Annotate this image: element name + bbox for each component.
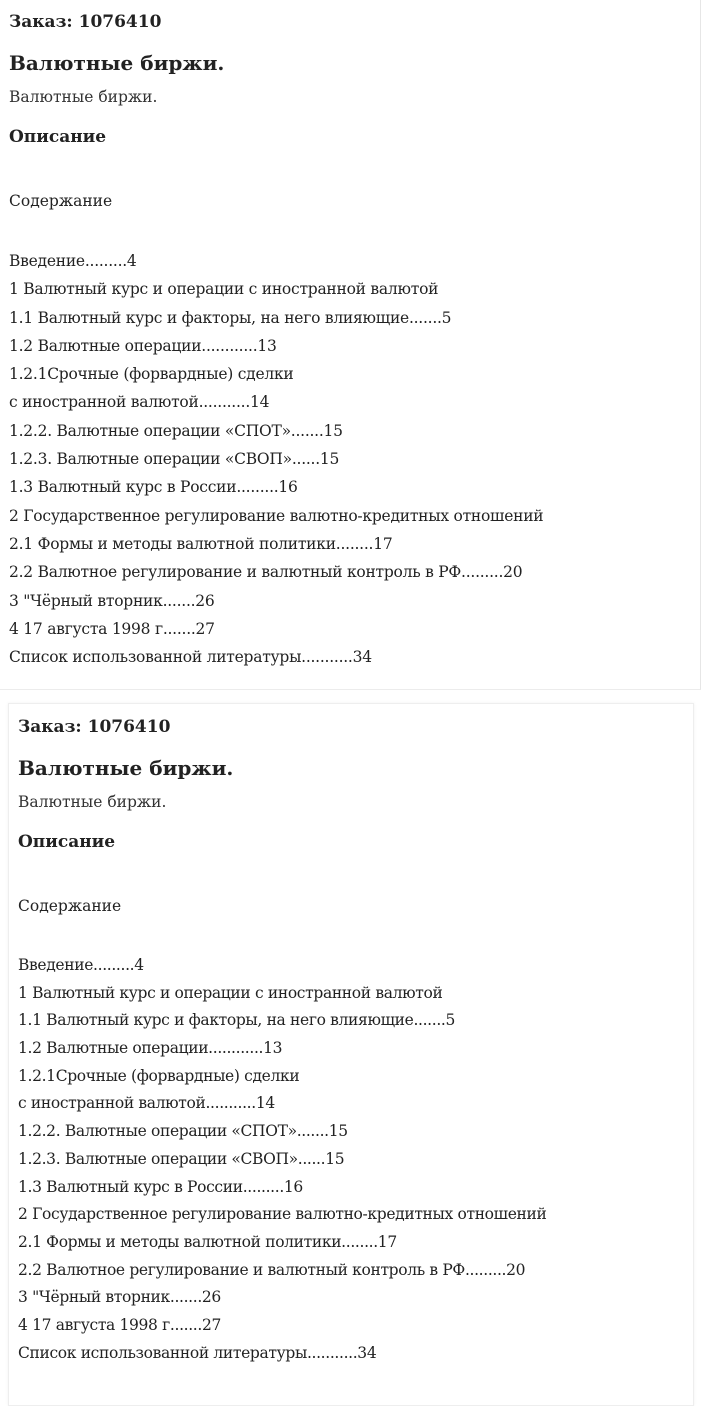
document-content (9, 10, 694, 671)
toc-item: 1.2.2. Валютные операции «СПОТ».......15 (18, 1122, 348, 1141)
toc-item: 1.1 Валютный курс и факторы, на него влияющие.......5 (9, 308, 452, 327)
toc-item: с иностранной валютой...........14 (18, 1094, 275, 1113)
toc-item: с иностранной валютой...........14 (9, 393, 270, 412)
toc-item: 1.2.1Срочные (форвардные) сделки (9, 365, 294, 384)
table-of-contents (18, 952, 687, 1367)
toc-item: 1.2 Валютные операции............13 (18, 1039, 283, 1058)
toc-item: Список использованной литературы...........34 (9, 648, 372, 667)
toc-item: 4 17 августа 1998 г.......27 (9, 619, 215, 638)
order-number: Заказ: 1076410 (9, 12, 162, 32)
toc-item: Список использованной литературы...........34 (18, 1343, 377, 1362)
document-subtitle: Валютные биржи. (18, 793, 167, 811)
toc-heading: Содержание (18, 897, 122, 915)
description-heading: Описание (18, 832, 116, 852)
toc-item: Введение.........4 (9, 252, 137, 270)
toc-item: Введение.........4 (18, 956, 144, 974)
toc-item: 1.2 Валютные операции............13 (9, 336, 277, 355)
toc-item: 1 Валютный курс и операции с иностранной валютой (18, 983, 443, 1002)
toc-item: 2 Государственное регулирование валютно-кредитных отношений (18, 1205, 547, 1224)
document-subtitle: Валютные биржи. (9, 88, 158, 106)
toc-item: 1.2.2. Валютные операции «СПОТ».......15 (9, 421, 343, 440)
document-title: Валютные биржи. (9, 51, 225, 75)
toc-item: 4 17 августа 1998 г.......27 (18, 1315, 221, 1334)
toc-item: 1 Валютный курс и операции с иностранной валютой (9, 280, 439, 299)
document-title: Валютные биржи. (18, 756, 234, 780)
toc-item: 1.2.3. Валютные операции «СВОП»......15 (9, 450, 340, 469)
document-card-bottom (8, 703, 694, 1406)
toc-item: 3 "Чёрный вторник.......26 (9, 591, 215, 610)
document-content (18, 715, 687, 1367)
order-number: Заказ: 1076410 (18, 717, 171, 737)
toc-item: 2.1 Формы и методы валютной политики........17 (18, 1232, 397, 1251)
document-card-top (0, 0, 701, 690)
toc-heading: Содержание (9, 192, 113, 210)
toc-item: 1.2.1Срочные (форвардные) сделки (18, 1066, 300, 1085)
toc-item: 1.2.3. Валютные операции «СВОП»......15 (18, 1149, 345, 1168)
toc-item: 3 "Чёрный вторник.......26 (18, 1288, 221, 1307)
table-of-contents (9, 247, 694, 671)
toc-item: 2.2 Валютное регулирование и валютный контроль в РФ.........20 (18, 1260, 526, 1279)
toc-item: 2.1 Формы и методы валютной политики........17 (9, 534, 393, 553)
toc-item: 1.3 Валютный курс в России.........16 (18, 1177, 303, 1196)
description-heading: Описание (9, 127, 107, 147)
toc-item: 2.2 Валютное регулирование и валютный контроль в РФ.........20 (9, 563, 523, 582)
toc-item: 1.1 Валютный курс и факторы, на него влияющие.......5 (18, 1011, 455, 1030)
toc-item: 2 Государственное регулирование валютно-кредитных отношений (9, 506, 544, 525)
toc-item: 1.3 Валютный курс в России.........16 (9, 478, 298, 497)
